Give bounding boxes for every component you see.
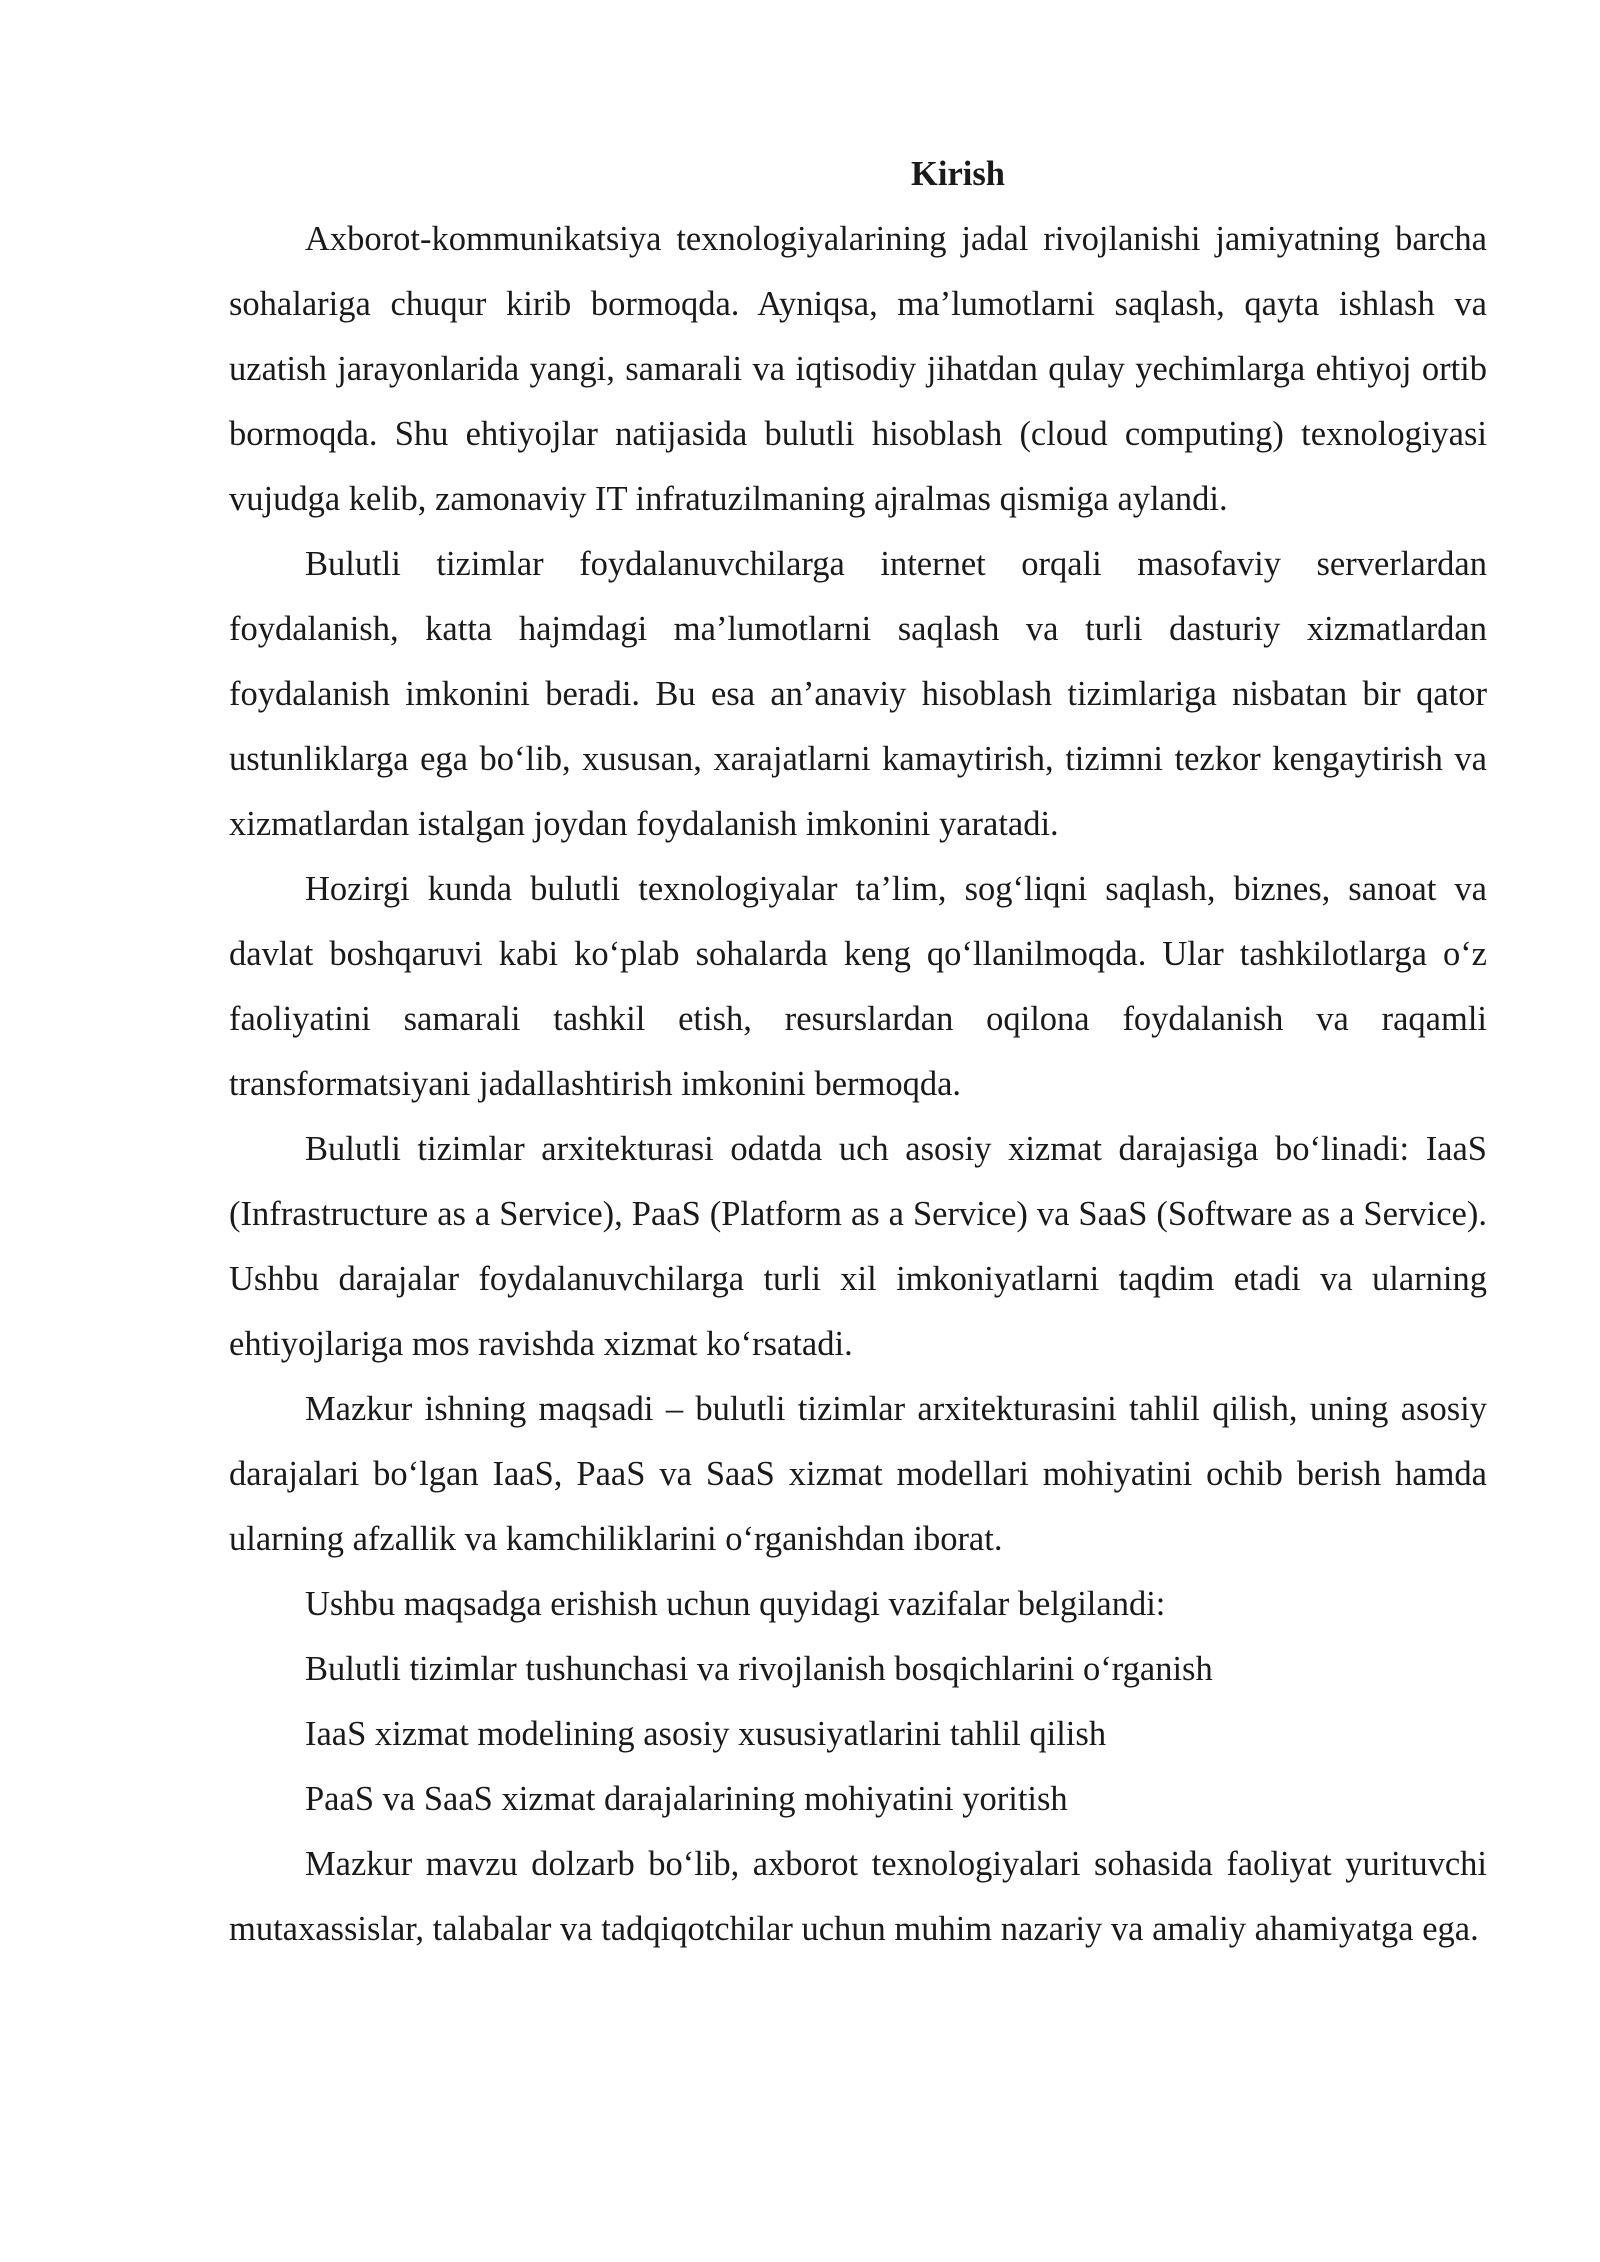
task-item: Bulutli tizimlar tushunchasi va rivojlanish bosqichlarini o‘rganish [305, 1650, 1213, 1688]
paragraph-cloud-usage: Hozirgi kunda bulutli texnologiyalar ta’lim, sog‘liqni saqlash, biznes, sanoat va davlat boshqaruvi kabi ko‘plab sohalarda keng qo‘llanilmoqda. Ular tashkilotlarga o‘z faoliyatini samarali tashkil etish, resurslardan oqilona foydalanish va raqamli transformatsiyani jadallashtirish imkonini bermoqda. [229, 870, 1487, 1103]
tasks-intro: Ushbu maqsadga erishish uchun quyidagi vazifalar belgilandi: [305, 1585, 1166, 1623]
paragraph-service-levels: Bulutli tizimlar arxitekturasi odatda uch asosiy xizmat darajasiga bo‘linadi: IaaS (Infrastructure as a Service), PaaS (Platform as a Service) va SaaS (Software as a Service). Ushbu darajalar foydalanuvchilarga turli xil imkoniyatlarni taqdim etadi va ularning ehtiyojlariga mos ravishda xizmat ko‘rsatadi. [229, 1130, 1487, 1363]
page-title: Kirish [911, 155, 1005, 193]
paragraph-conclusion: Mazkur mavzu dolzarb bo‘lib, axborot texnologiyalari sohasida faoliyat yurituvchi mutaxassislar, talabalar va tadqiqotchilar uchun muhim nazariy va amaliy ahamiyatga ega. [229, 1845, 1487, 1948]
paragraph-intro: Axborot-kommunikatsiya texnologiyalarining jadal rivojlanishi jamiyatning barcha sohalariga chuqur kirib bormoqda. Ayniqsa, ma’lumotlarni saqlash, qayta ishlash va uzatish jarayonlarida yangi, samarali va iqtisodiy jihatdan qulay yechimlarga ehtiyoj ortib bormoqda. Shu ehtiyojlar natijasida bulutli hisoblash (cloud computing) texnologiyasi vujudga kelib, zamonaviy IT infratuzilmaning ajralmas qismiga aylandi. [229, 220, 1487, 518]
task-item: IaaS xizmat modelining asosiy xususiyatlarini tahlil qilish [305, 1715, 1107, 1753]
document-body [229, 142, 1487, 1962]
paragraph-goal: Mazkur ishning maqsadi – bulutli tizimlar arxitekturasini tahlil qilish, uning asosiy darajalari bo‘lgan IaaS, PaaS va SaaS xizmat modellari mohiyatini ochib berish hamda ularning afzallik va kamchiliklarini o‘rganishdan iborat. [229, 1390, 1487, 1558]
paragraph-cloud-benefits: Bulutli tizimlar foydalanuvchilarga internet orqali masofaviy serverlardan foydalanish, katta hajmdagi ma’lumotlarni saqlash va turli dasturiy xizmatlardan foydalanish imkonini beradi. Bu esa an’anaviy hisoblash tizimlariga nisbatan bir qator ustunliklarga ega bo‘lib, xususan, xarajatlarni kamaytirish, tizimni tezkor kengaytirish va xizmatlardan istalgan joydan foydalanish imkonini yaratadi. [229, 545, 1487, 843]
task-item: PaaS va SaaS xizmat darajalarining mohiyatini yoritish [305, 1780, 1068, 1818]
